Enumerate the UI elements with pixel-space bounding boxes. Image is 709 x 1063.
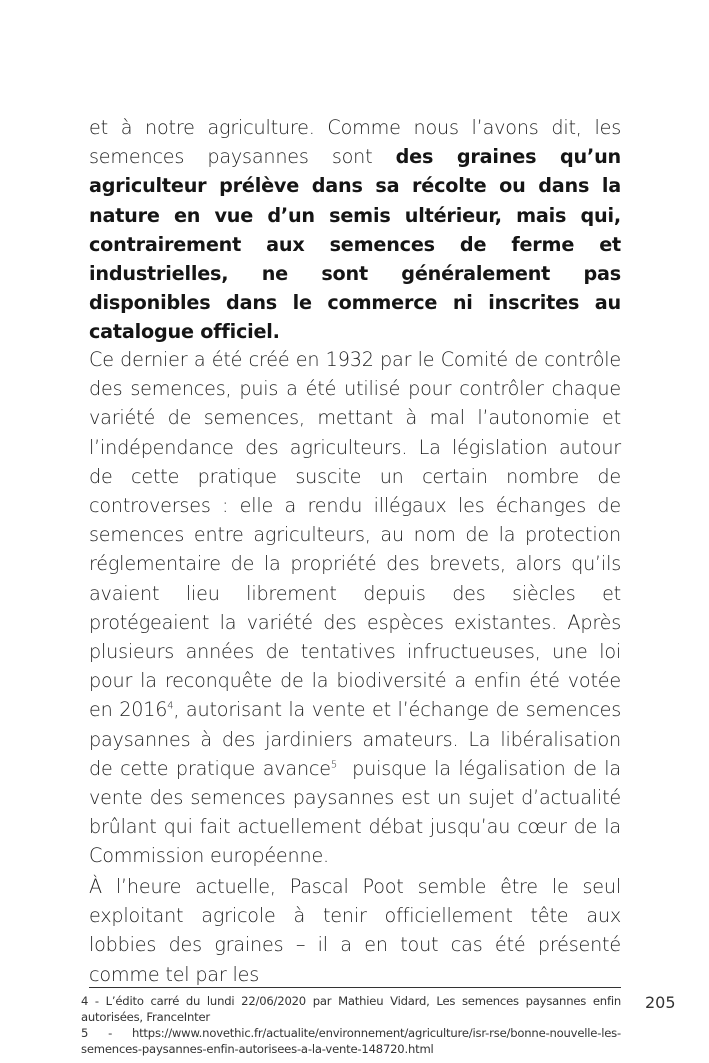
paragraph-2-part-b: , autorisant la vente et l’échange de semences paysannes à des jardiniers amateurs. La libéralisation de cette pratique avance bbox=[89, 698, 621, 780]
footnote-divider bbox=[89, 987, 621, 988]
footnotes bbox=[81, 993, 621, 1057]
paragraph-1 bbox=[89, 113, 621, 347]
paragraph-3 bbox=[89, 872, 621, 989]
paragraph-1-intro: et à notre agriculture. Comme nous l’avons dit, les semences paysannes sont bbox=[89, 116, 621, 169]
footnote-5[interactable]: 5 - https://www.novethic.fr/actualite/environnement/agriculture/isr-rse/bonne-nouvelle-les-semences-paysannes-enfin-autorisees-a-la-vente-148720.html bbox=[81, 1026, 621, 1056]
footnote-ref-5[interactable]: 5 bbox=[330, 759, 338, 771]
paragraph-2-part-c: puisque la légalisation de la vente des semences paysannes est un sujet d’actualité brûlant qui fait actuellement débat jusqu’au cœur de la Commission européenne. bbox=[89, 756, 627, 868]
page-number: 205 bbox=[645, 993, 676, 1012]
footnote-ref-4[interactable]: 4 bbox=[167, 701, 174, 713]
footnote-4: 4 - L’édito carré du lundi 22/06/2020 par Mathieu Vidard, Les semences paysannes enfin autorisées, FranceInter bbox=[81, 994, 621, 1024]
paragraph-3-text: À l’heure actuelle, Pascal Poot semble être le seul exploitant agricole à tenir officiellement tête aux lobbies des graines – il a en tout cas été présenté comme tel par les bbox=[89, 875, 621, 986]
paragraph-1-emphasis: des graines qu’un agriculteur prélève dans sa récolte ou dans la nature en vue d’un semis ultérieur, mais qui, contrairement aux semences de ferme et industrielles, ne sont généralement pas disponibles dans le commerce ni inscrites au catalogue officiel. bbox=[89, 145, 621, 344]
paragraph-2-part-a: Ce dernier a été créé en 1932 par le Comité de contrôle des semences, puis a été utilisé pour contrôler chaque variété de semences, mettant à mal l’autonomie et l’indépendance des agriculteurs. La législation autour de cette pratique suscite un certain nombre de controverses : elle a rendu illégaux les échanges de semences entre agriculteurs, au nom de la protection réglementaire de la propriété des brevets, alors qu’ils avaient lieu librement depuis des siècles et protégeaient la variété des espèces existantes. Après plusieurs années de tentatives infructueuses, une loi pour la reconquête de la biodiversité a enfin été votée en 2016 bbox=[89, 348, 621, 722]
paragraph-2 bbox=[89, 345, 627, 871]
